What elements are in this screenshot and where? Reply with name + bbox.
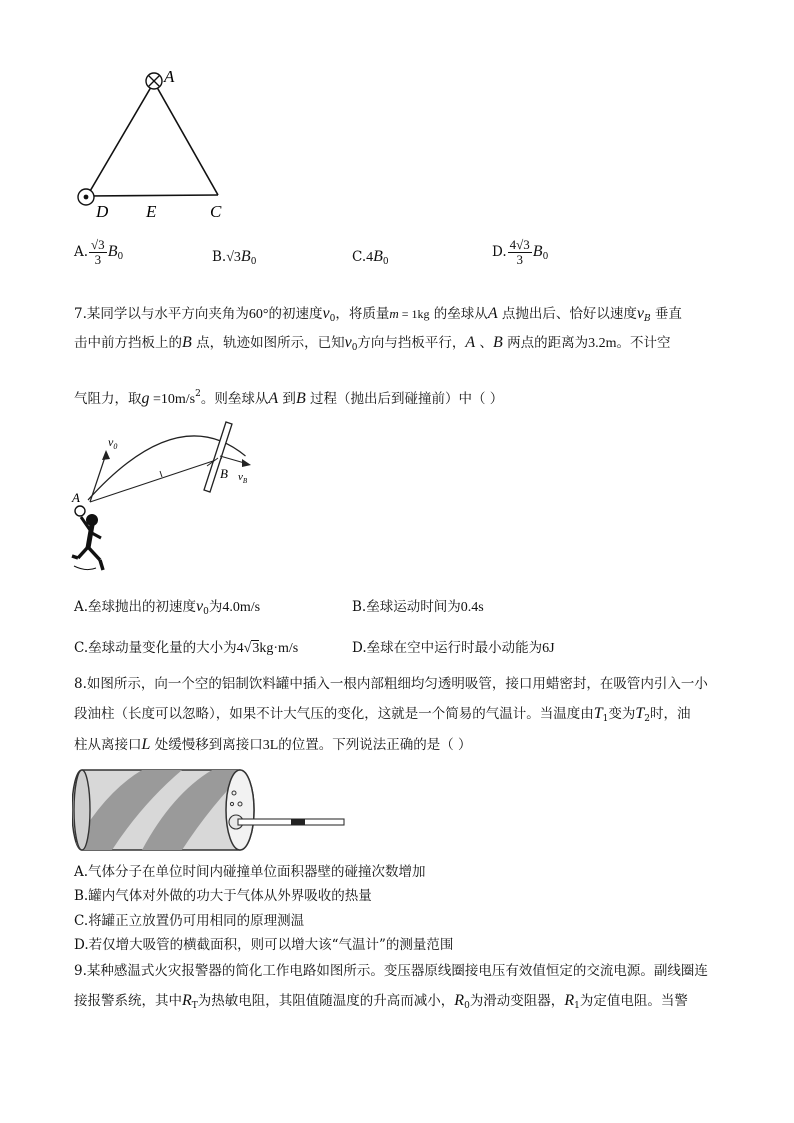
barrier-board	[204, 422, 232, 492]
q7-line-3: 气阻力，取$g =10m/s^2$。则垒球从A 到B 过程（抛出后到碰撞前）中（ ）	[74, 389, 504, 407]
point-label-e: E	[146, 202, 157, 221]
q8-option-c: C.将罐正立放置仍可用相同的原理测温	[74, 913, 305, 929]
q7-option-a: A.垒球抛出的初速度$v_0$为4.0m/s	[74, 598, 261, 617]
q6-option-a: A. $\frac{√3}{3}$ $B_0$	[74, 237, 124, 267]
can-thermometer-figure	[72, 764, 352, 854]
vertex-label-d: D	[96, 202, 109, 221]
vertex-label-c: C	[210, 202, 222, 221]
triangle-field-figure	[72, 62, 242, 222]
q7-option-d: D.垒球在空中运行时最小动能为6J	[352, 640, 555, 656]
q8-option-d: D.若仅增大吸管的横截面积，则可以增大该“气温计”的测量范围	[74, 937, 454, 953]
q8-line-2: 段油柱（长度可以忽略），如果不计大气压的变化，这就是一个简易的气温计。当温度由$T_1$变为$T_2$时，油	[74, 705, 691, 724]
q6-option-d: D. $\frac{4√3}{3}$ $B_0$	[492, 237, 549, 267]
current-into-page-icon	[146, 73, 162, 89]
q8-option-b: B.罐内气体对外做的功大于气体从外界吸收的热量	[74, 888, 372, 904]
q7-line-2: 击中前方挡板上的B 点，轨迹如图所示，已知$v_0$方向与挡板平行，A 、B 两点的距离为3.2m。不计空	[74, 334, 671, 353]
fig-label-a: A	[72, 490, 80, 505]
current-out-of-page-icon	[78, 189, 94, 205]
q8-line-3: 柱从离接口L 处缓慢移到离接口3L的位置。下列说法正确的是（ ）	[74, 736, 472, 753]
fig-label-v0: $v_0$	[108, 435, 118, 451]
q7-option-c: C.垒球动量变化量的大小为4√3kg·m/s	[74, 640, 299, 656]
q8-line-1: 8.如图所示，向一个空的铝制饮料罐中插入一根内部粗细均匀透明吸管，接口用蜡密封，在吸管内引入一小	[74, 676, 708, 692]
q8-option-a: A.气体分子在单位时间内碰撞单位面积器壁的碰撞次数增加	[74, 864, 426, 880]
projectile-figure	[70, 420, 260, 580]
q9-line-1: 9.某种感温式火灾报警器的简化工作电路如图所示。变压器原线圈接电压有效值恒定的交流电源。副线圈连	[74, 963, 708, 979]
q7-option-b: B.垒球运动时间为0.4s	[352, 599, 484, 615]
q6-option-c: $C.4B_0$	[352, 248, 389, 267]
v0-arrow	[90, 454, 106, 502]
vertex-label-a: A	[164, 67, 175, 86]
fig-label-b: B	[220, 466, 228, 481]
q9-line-2: 接报警系统，其中$R_T$为热敏电阻，其阻值随温度的升高而减小，$R_0$为滑动变阻器，$R_1$为定值电阻。当警	[74, 992, 688, 1011]
thrower-figure	[72, 506, 103, 570]
q6-option-b: $B.√3B_0$	[212, 248, 257, 267]
q7-line-1: 7.某同学以与水平方向夹角为60°的初速度$v_0$，将质量m = 1kg 的垒球从A 点抛出后、恰好以速度$v_B$ 垂直	[74, 305, 682, 324]
fig-label-vb: $v_B$	[238, 471, 248, 485]
oil-column	[291, 819, 305, 825]
